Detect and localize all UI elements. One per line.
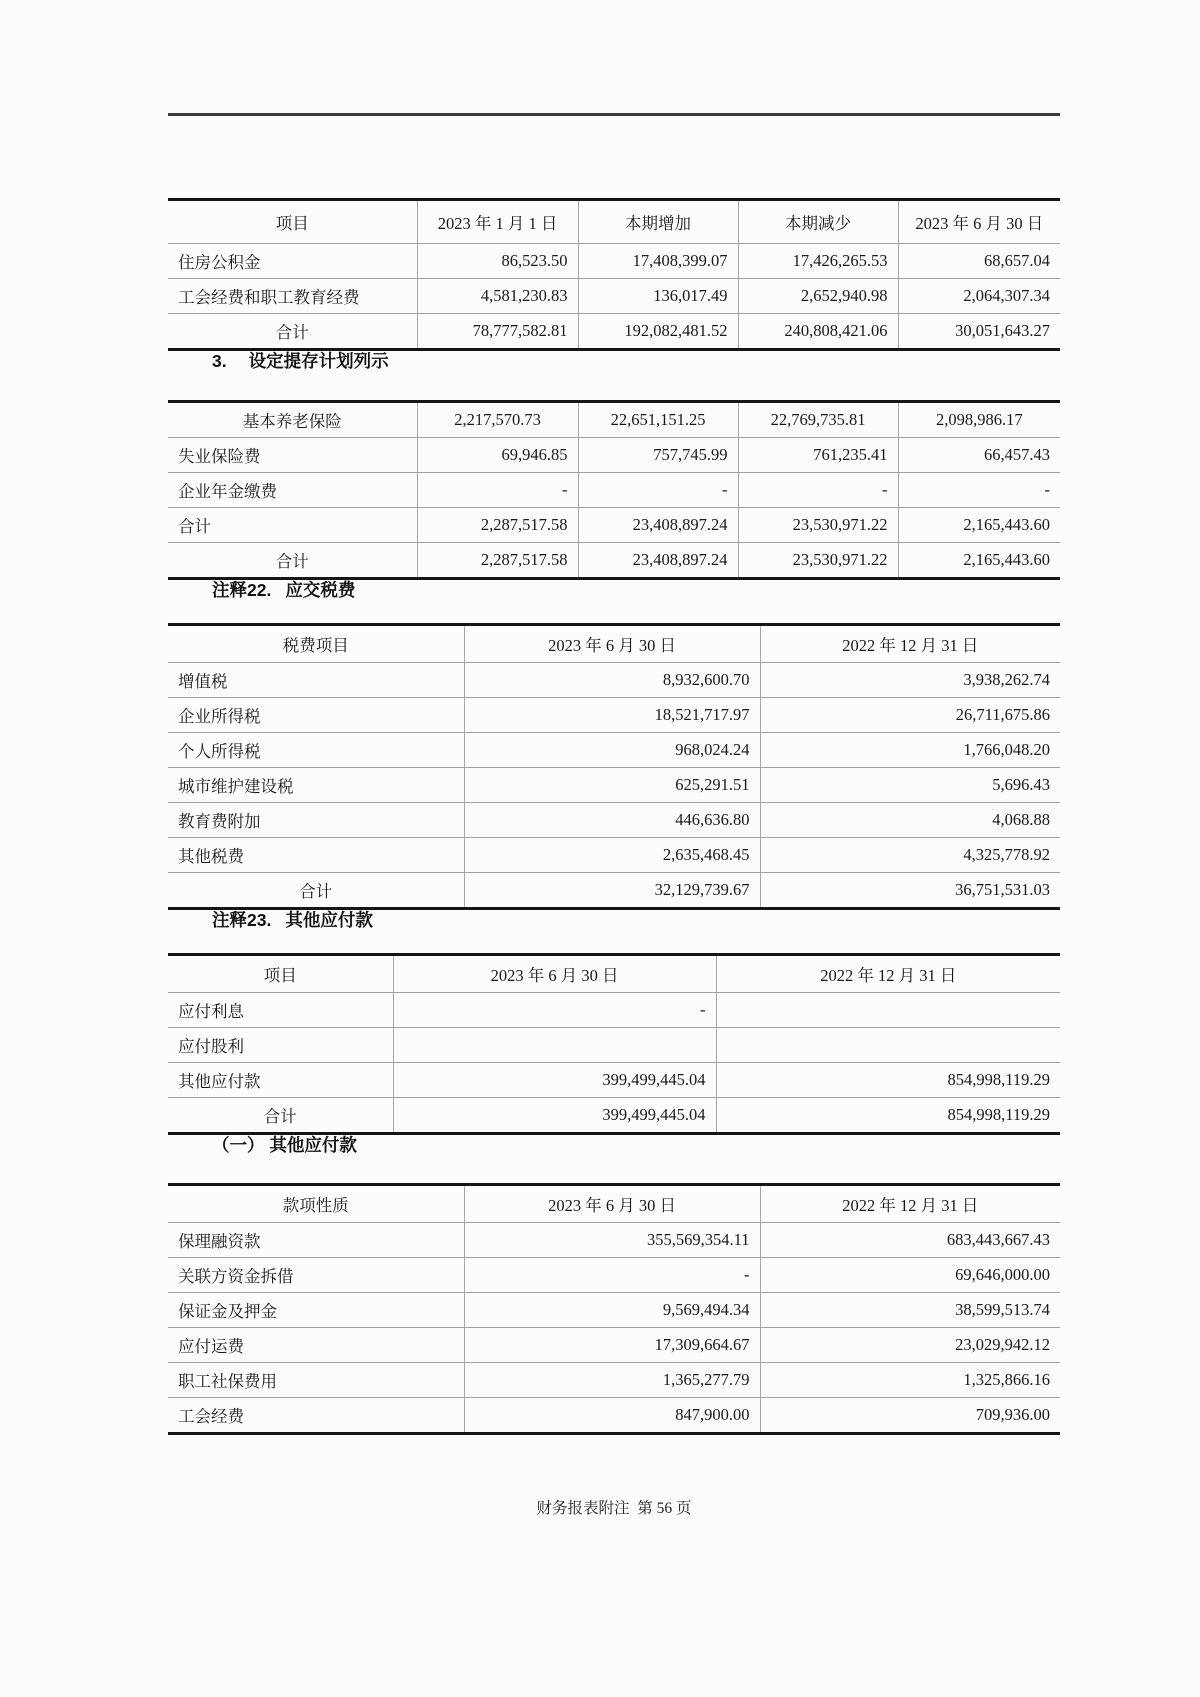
taxes-payable-table [168, 623, 1060, 910]
cell-value: - [578, 473, 738, 508]
document-content [168, 0, 1060, 1519]
cell-value: 26,711,675.86 [760, 698, 1060, 733]
cell-value: 683,443,667.43 [760, 1223, 1060, 1258]
table-row [168, 768, 1060, 803]
column-header: 税费项目 [168, 625, 464, 663]
table-header-row [168, 1185, 1060, 1223]
cell-value: 625,291.51 [464, 768, 760, 803]
cell-value: 968,024.24 [464, 733, 760, 768]
row-label: 其他税费 [168, 838, 464, 873]
cell-value: 2,652,940.98 [738, 279, 898, 314]
cell-value: 22,769,735.81 [738, 402, 898, 438]
table-row [168, 244, 1060, 279]
cell-value: 22,651,151.25 [578, 402, 738, 438]
cell-value: 2,098,986.17 [898, 402, 1060, 438]
cell-value: 446,636.80 [464, 803, 760, 838]
table-row [168, 1258, 1060, 1293]
cell-value: 2,217,570.73 [417, 402, 578, 438]
row-label: 增值税 [168, 663, 464, 698]
column-header: 2022 年 12 月 31 日 [760, 625, 1060, 663]
row-label: 工会经费和职工教育经费 [168, 279, 417, 314]
row-label: 基本养老保险 [168, 402, 417, 438]
table-row [168, 279, 1060, 314]
table-row [168, 733, 1060, 768]
row-label: 城市维护建设税 [168, 768, 464, 803]
header-rule [168, 113, 1060, 116]
cell-value [716, 993, 1060, 1028]
table-row [168, 1028, 1060, 1063]
row-label: 应付运费 [168, 1328, 464, 1363]
cell-value: - [738, 473, 898, 508]
cell-value: 761,235.41 [738, 438, 898, 473]
cell-value: 2,287,517.58 [417, 543, 578, 579]
row-label: 保证金及押金 [168, 1293, 464, 1328]
table-row [168, 838, 1060, 873]
row-label: 企业所得税 [168, 698, 464, 733]
cell-value: 17,309,664.67 [464, 1328, 760, 1363]
row-label: 失业保险费 [168, 438, 417, 473]
cell-value: 136,017.49 [578, 279, 738, 314]
cell-value: - [898, 473, 1060, 508]
column-header: 项目 [168, 200, 417, 244]
row-label: 个人所得税 [168, 733, 464, 768]
cell-value: 30,051,643.27 [898, 314, 1060, 350]
table-row [168, 1363, 1060, 1398]
cell-value: 9,569,494.34 [464, 1293, 760, 1328]
other-payables-by-nature-table [168, 1183, 1060, 1435]
row-label: 应付股利 [168, 1028, 393, 1063]
table-row [168, 993, 1060, 1028]
cell-value: 2,635,468.45 [464, 838, 760, 873]
table-row [168, 698, 1060, 733]
cell-value: 355,569,354.11 [464, 1223, 760, 1258]
cell-value: 2,165,443.60 [898, 508, 1060, 543]
section-heading-defined-contribution [212, 351, 1060, 372]
cell-value: 18,521,717.97 [464, 698, 760, 733]
table-row [168, 1098, 1060, 1134]
section-heading-taxes-payable [212, 580, 1060, 601]
table-row [168, 1293, 1060, 1328]
table-row [168, 663, 1060, 698]
cell-value: 4,581,230.83 [417, 279, 578, 314]
row-label: 职工社保费用 [168, 1363, 464, 1398]
cell-value: 86,523.50 [417, 244, 578, 279]
table-row [168, 508, 1060, 543]
section-number: 3. [212, 351, 227, 371]
table-row [168, 1328, 1060, 1363]
cell-value: 8,932,600.70 [464, 663, 760, 698]
cell-value: 66,457.43 [898, 438, 1060, 473]
cell-value: 4,325,778.92 [760, 838, 1060, 873]
cell-value: - [464, 1258, 760, 1293]
cell-value: 399,499,445.04 [393, 1098, 716, 1134]
cell-value: - [393, 993, 716, 1028]
section-number: 注释22. [212, 580, 272, 600]
column-header: 本期减少 [738, 200, 898, 244]
table-row [168, 1398, 1060, 1434]
defined-contribution-plan-table [168, 400, 1060, 580]
cell-value: 23,408,897.24 [578, 508, 738, 543]
other-payables-table [168, 953, 1060, 1135]
column-header: 2023 年 6 月 30 日 [464, 1185, 760, 1223]
cell-value: 757,745.99 [578, 438, 738, 473]
row-label: 合计 [168, 873, 464, 909]
cell-value: 854,998,119.29 [716, 1098, 1060, 1134]
row-label: 其他应付款 [168, 1063, 393, 1098]
column-header: 2023 年 6 月 30 日 [898, 200, 1060, 244]
section-title: 应交税费 [285, 580, 356, 600]
column-header: 2023 年 6 月 30 日 [393, 955, 716, 993]
cell-value: 36,751,531.03 [760, 873, 1060, 909]
cell-value: 1,766,048.20 [760, 733, 1060, 768]
cell-value: 38,599,513.74 [760, 1293, 1060, 1328]
section-number: 注释23. [212, 910, 272, 930]
employee-benefits-table [168, 198, 1060, 351]
row-label: 合计 [168, 314, 417, 350]
cell-value: 5,696.43 [760, 768, 1060, 803]
cell-value: 240,808,421.06 [738, 314, 898, 350]
cell-value: 69,646,000.00 [760, 1258, 1060, 1293]
table-row [168, 473, 1060, 508]
table-row [168, 402, 1060, 438]
cell-value: 2,165,443.60 [898, 543, 1060, 579]
row-label: 住房公积金 [168, 244, 417, 279]
row-label: 保理融资款 [168, 1223, 464, 1258]
column-header: 2022 年 12 月 31 日 [716, 955, 1060, 993]
cell-value: 709,936.00 [760, 1398, 1060, 1434]
cell-value: 23,530,971.22 [738, 543, 898, 579]
table-row [168, 873, 1060, 909]
table-row [168, 1063, 1060, 1098]
cell-value: 192,082,481.52 [578, 314, 738, 350]
column-header: 2023 年 1 月 1 日 [417, 200, 578, 244]
row-label: 合计 [168, 1098, 393, 1134]
column-header: 款项性质 [168, 1185, 464, 1223]
table-row [168, 1223, 1060, 1258]
cell-value: 23,530,971.22 [738, 508, 898, 543]
table-header-row [168, 200, 1060, 244]
cell-value: 17,408,399.07 [578, 244, 738, 279]
cell-value: 68,657.04 [898, 244, 1060, 279]
row-label: 企业年金缴费 [168, 473, 417, 508]
cell-value: 23,029,942.12 [760, 1328, 1060, 1363]
cell-value: 3,938,262.74 [760, 663, 1060, 698]
cell-value: 854,998,119.29 [716, 1063, 1060, 1098]
page-footer: 财务报表附注 第 56 页 [536, 1500, 692, 1517]
column-header: 本期增加 [578, 200, 738, 244]
cell-value: 399,499,445.04 [393, 1063, 716, 1098]
cell-value [393, 1028, 716, 1063]
cell-value: 69,946.85 [417, 438, 578, 473]
table-row [168, 438, 1060, 473]
cell-value: 847,900.00 [464, 1398, 760, 1434]
row-label: 合计 [168, 543, 417, 579]
cell-value: 1,365,277.79 [464, 1363, 760, 1398]
column-header: 2023 年 6 月 30 日 [464, 625, 760, 663]
cell-value: 2,064,307.34 [898, 279, 1060, 314]
cell-value: 2,287,517.58 [417, 508, 578, 543]
cell-value: 78,777,582.81 [417, 314, 578, 350]
section-heading-other-payables-breakdown: （一） 其他应付款 [212, 1135, 357, 1155]
cell-value: - [417, 473, 578, 508]
cell-value [716, 1028, 1060, 1063]
cell-value: 1,325,866.16 [760, 1363, 1060, 1398]
section-heading-other-payables [212, 910, 1060, 931]
table-header-row [168, 955, 1060, 993]
cell-value: 4,068.88 [760, 803, 1060, 838]
cell-value: 32,129,739.67 [464, 873, 760, 909]
cell-value: 23,408,897.24 [578, 543, 738, 579]
table-row [168, 543, 1060, 579]
column-header: 项目 [168, 955, 393, 993]
cell-value: 17,426,265.53 [738, 244, 898, 279]
row-label: 关联方资金拆借 [168, 1258, 464, 1293]
row-label: 教育费附加 [168, 803, 464, 838]
row-label: 应付利息 [168, 993, 393, 1028]
section-title: 设定提存计划列示 [248, 351, 389, 371]
row-label: 合计 [168, 508, 417, 543]
section-title: 其他应付款 [285, 910, 373, 930]
row-label: 工会经费 [168, 1398, 464, 1434]
column-header: 2022 年 12 月 31 日 [760, 1185, 1060, 1223]
table-header-row [168, 625, 1060, 663]
table-row [168, 803, 1060, 838]
table-row [168, 314, 1060, 350]
